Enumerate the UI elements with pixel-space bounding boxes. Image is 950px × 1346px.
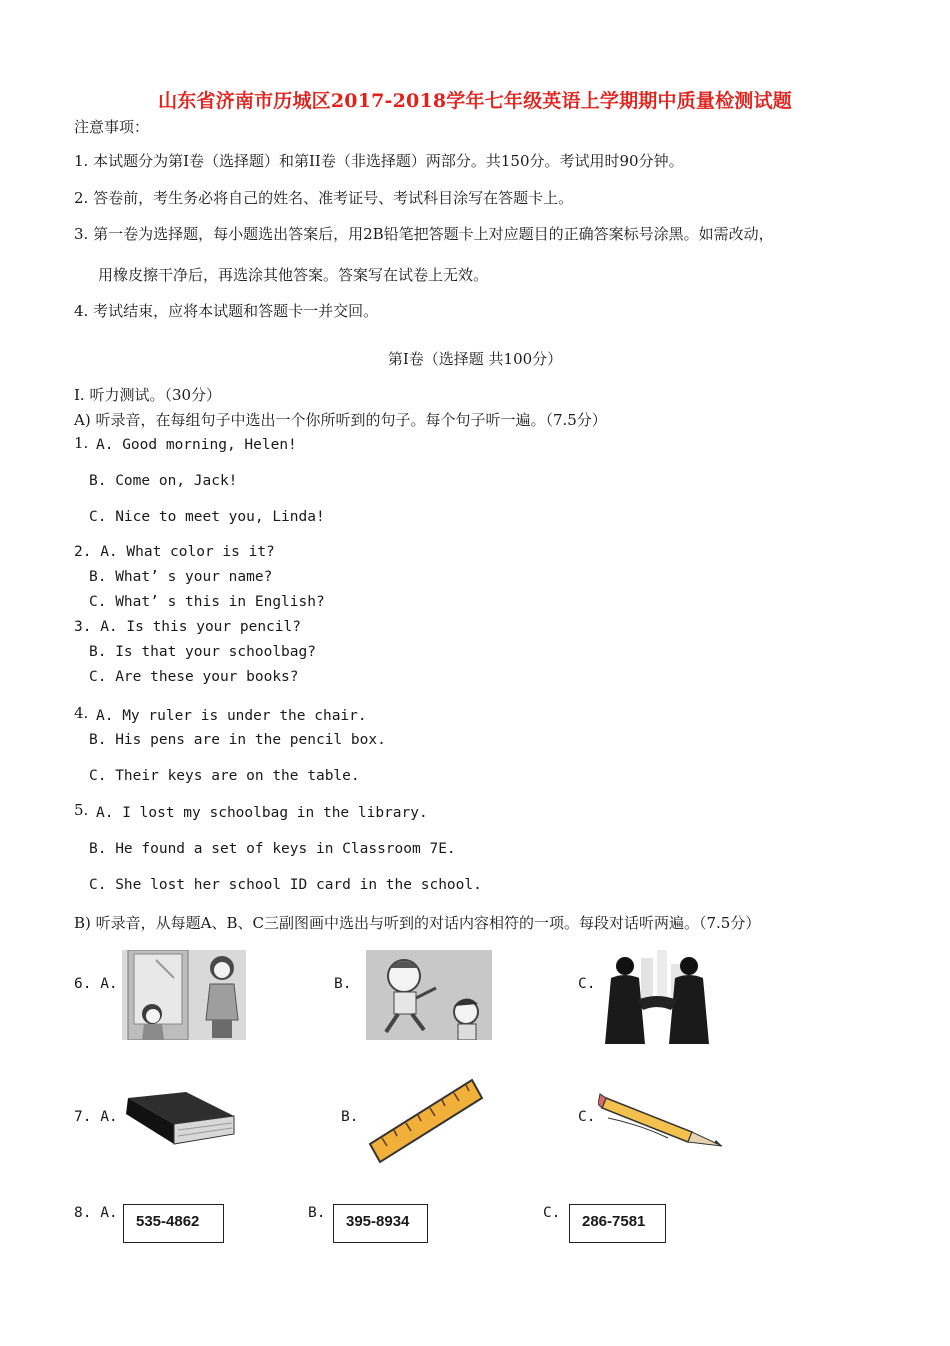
q8-label-b: B.: [308, 1205, 326, 1221]
q6-label-b: B.: [334, 976, 352, 992]
q6-picture-c-handshake: [601, 950, 713, 1048]
section-b-instructions: B) 听录音，从每题A、B、C三副图画中选出与听到的对话内容相符的一项。每段对话听两遍。（7.5分）: [74, 914, 761, 932]
q2-option-b: B. What’ s your name?: [89, 569, 273, 585]
q1-option-a: A. Good morning, Helen!: [96, 437, 297, 453]
q5-number: 5.: [74, 801, 89, 819]
q3-option-a: 3. A. Is this your pencil?: [74, 619, 301, 635]
q8-label-c: C.: [543, 1205, 561, 1221]
q6-label-c: C.: [578, 976, 596, 992]
q8-label-a: 8. A.: [74, 1205, 118, 1221]
q8-phone-number-a: 535-4862: [123, 1204, 224, 1243]
q7-picture-a-book: [122, 1090, 236, 1150]
q6-label-a: 6. A.: [74, 976, 118, 992]
notice-item-1: 1. 本试题分为第I卷（选择题）和第II卷（非选择题）两部分。共150分。考试用时90分钟。: [74, 152, 684, 170]
part-title: 第I卷（选择题 共100分）: [387, 350, 563, 368]
q7-picture-b-ruler: [368, 1078, 484, 1168]
q5-option-c: C. She lost her school ID card in the school.: [89, 877, 482, 893]
q1-option-b: B. Come on, Jack!: [89, 473, 238, 489]
q5-option-b: B. He found a set of keys in Classroom 7E.: [89, 841, 456, 857]
notice-item-3-cont: 用橡皮擦干净后，再选涂其他答案。答案写在试卷上无效。: [98, 266, 489, 284]
section-listening: I. 听力测试。（30分）: [74, 386, 222, 404]
notice-item-2: 2. 答卷前，考生务必将自己的姓名、准考证号、考试科目涂写在答题卡上。: [74, 189, 574, 207]
q5-option-a: A. I lost my schoolbag in the library.: [96, 805, 428, 821]
q4-option-c: C. Their keys are on the table.: [89, 768, 360, 784]
q6-picture-b-boys-running: [366, 950, 492, 1044]
q4-option-b: B. His pens are in the pencil box.: [89, 732, 386, 748]
q7-label-c: C.: [578, 1109, 596, 1125]
q3-option-c: C. Are these your books?: [89, 669, 299, 685]
q6-picture-a-girl-and-woman: [122, 950, 246, 1044]
q4-option-a: A. My ruler is under the chair.: [96, 708, 367, 724]
q7-picture-c-pencil: [598, 1088, 726, 1154]
q7-label-b: B.: [341, 1109, 359, 1125]
q4-number: 4.: [74, 704, 89, 722]
notice-header: 注意事项：: [74, 118, 150, 136]
q3-option-b: B. Is that your schoolbag?: [89, 644, 316, 660]
q1-option-c: C. Nice to meet you, Linda!: [89, 509, 325, 525]
q8-phone-number-c: 286-7581: [569, 1204, 666, 1243]
notice-item-3: 3. 第一卷为选择题，每小题选出答案后，用2B铅笔把答题卡上对应题目的正确答案标号涂黑。如需改动，: [74, 225, 774, 243]
document-title: 山东省济南市历城区2017-2018学年七年级英语上学期期中质量检测试题: [158, 90, 792, 112]
section-a-instructions: A) 听录音，在每组句子中选出一个你所听到的句子。每个句子听一遍。（7.5分）: [74, 411, 607, 429]
q2-option-a: 2. A. What color is it?: [74, 544, 275, 560]
q8-phone-number-b: 395-8934: [333, 1204, 428, 1243]
notice-item-4: 4. 考试结束，应将本试题和答题卡一并交回。: [74, 302, 379, 320]
q1-number: 1.: [74, 434, 89, 452]
q2-option-c: C. What’ s this in English?: [89, 594, 325, 610]
q7-label-a: 7. A.: [74, 1109, 118, 1125]
